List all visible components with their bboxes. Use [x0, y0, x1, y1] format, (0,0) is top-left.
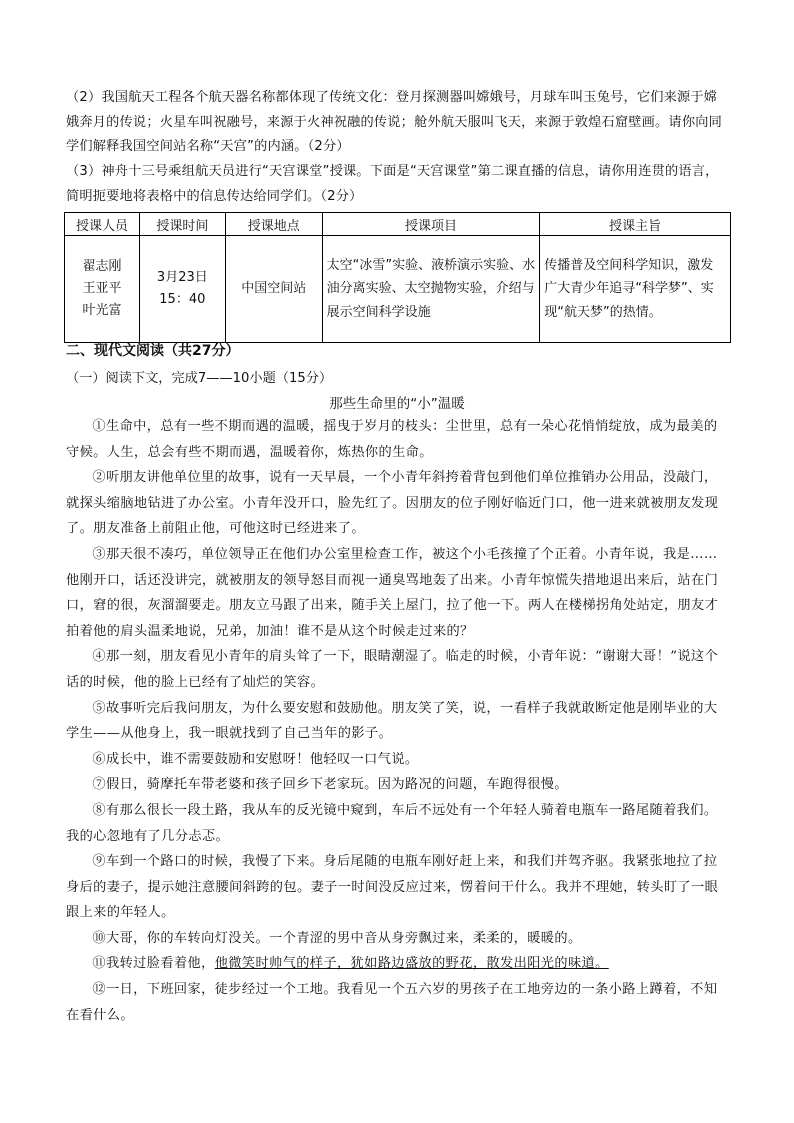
question-2-text: （2）我国航天工程各个航天器名称都体现了传统文化：登月探测器叫嫦娥号，月球车叫玉兔号，它们来源于嫦娥奔月的传说；火星车叫祝融号，来源于火神祝融的传说；舱外航天服叫飞天，来源于敦煌石窟壁画。请你向同学们解释我国空间站名称“天宫”的内涵。（2分） — [66, 90, 722, 154]
paragraph: ⑫一日，下班回家，徒步经过一个工地。我看见一个五六岁的男孩子在工地旁边的一条小路上蹲着，不知在看什么。 — [66, 982, 718, 1023]
article-body — [66, 414, 730, 1028]
header-place: 授课地点 — [225, 213, 322, 236]
header-purpose: 授课主旨 — [540, 213, 731, 236]
header-project: 授课项目 — [322, 213, 540, 236]
cell-teachers — [65, 236, 140, 343]
question-2 — [66, 86, 730, 160]
paragraph: ⑩大哥，你的车转向灯没关。一个青涩的男中音从身旁飘过来，柔柔的，暖暖的。 — [92, 930, 582, 946]
sub-heading: （一）阅读下文，完成7——10小题（15分） — [66, 371, 333, 386]
teacher-name: 叶光富 — [82, 303, 122, 318]
lesson-clock: 15：40 — [159, 292, 206, 307]
paragraph: ④那一刻，朋友看见小青年的肩头耸了一下，眼睛潮湿了。临走的时候，小青年说：“谢谢大哥！”说这个话的时候，他的脸上已经有了灿烂的笑容。 — [66, 649, 719, 690]
article-title: 那些生命里的“小”温暖 — [329, 396, 465, 412]
question-3 — [66, 160, 730, 209]
paragraph: ⑧有那么很长一段土路，我从车的反光镜中窥到，车后不远处有一个年轻人骑着电瓶车一路尾随着我们。我的心忽地有了几分忐忑。 — [66, 802, 718, 844]
paragraph: ①生命中，总有一些不期而遇的温暖，摇曳于岁月的枝头：尘世里，总有一朵心花悄悄绽放，成为最美的守候。人生，总会有些不期而遇，温暖着你，炼热你的生命。 — [66, 419, 718, 460]
header-teachers: 授课人员 — [65, 213, 140, 236]
cell-project: 太空“冰雪”实验、液桥演示实验、水油分离实验、太空抛物实验，介绍与展示空间科学设施 — [322, 236, 540, 343]
lesson-info-table — [64, 212, 731, 343]
section-heading: 二、现代文阅读（共27分） — [66, 343, 240, 359]
header-time: 授课时间 — [139, 213, 225, 236]
paragraph — [66, 951, 730, 977]
paragraph: ⑨车到一个路口的时候，我慢了下来。身后尾随的电瓶车刚好赶上来，和我们并驾齐驱。我紧张地拉了拉身后的妻子，提示她注意腰间斜跨的包。妻子一时间没反应过来，愣着问干什么。我并不理她，转头盯了一眼跟上来的年轻人。 — [66, 854, 719, 921]
teacher-name: 翟志刚 — [82, 259, 122, 274]
paragraph: ⑤故事听完后我问朋友，为什么要安慰和鼓励他。朋友笑了笑，说，一看样子我就敢断定他是刚毕业的大学生——从他身上，我一眼就找到了自己当年的影子。 — [66, 700, 718, 742]
teacher-name: 王亚平 — [82, 281, 122, 296]
table-row — [65, 236, 731, 343]
paragraph-lead: ⑪我转过脸看着他， — [92, 956, 215, 972]
cell-purpose: 传播普及空间科学知识，激发广大青少年追寻“科学梦”、实现“航天梦”的热情。 — [540, 236, 731, 343]
paragraph: ③那天很不凑巧，单位领导正在他们办公室里检查工作，被这个小毛孩撞了个正着。小青年说，我是……他刚开口，话还没讲完，就被朋友的领导怒目而视一通臭骂地轰了出来。小青年惊慌失措地退出来后，站在门口，窘的很，灰溜溜要走。朋友立马跟了出来，随手关上屋门，拉了他一下。两人在楼梯拐角处站定，朋友才拍着他的肩头温柔地说，兄弟，加油！谁不是从这个时候走过来的？ — [66, 546, 719, 639]
paragraph: ⑥成长中，谁不需要鼓励和安慰呀！他轻叹一口气说。 — [92, 751, 419, 767]
lesson-date: 3月23日 — [156, 270, 208, 285]
underlined-sentence: 他微笑时帅气的样子，犹如路边盛放的野花，散发出阳光的味道。 — [214, 956, 609, 972]
cell-place: 中国空间站 — [225, 236, 322, 343]
paragraph: ②听朋友讲他单位里的故事，说有一天早晨，一个小青年斜挎着背包到他们单位推销办公用品，没敲门，就探头缩脑地钻进了办公室。小青年没开口，脸先红了。因朋友的位子刚好临近门口，他一进来就被朋友发现了。朋友准备上前阻止他，可他这时已经进来了。 — [66, 470, 719, 537]
paragraph: ⑦假日，骑摩托车带老婆和孩子回乡下老家玩。因为路况的问题，车跑得很慢。 — [92, 777, 568, 793]
question-3-text: （3）神舟十三号乘组航天员进行“天宫课堂”授课。下面是“天宫课堂”第二课直播的信息，请你用连贯的语言，简明扼要地将表格中的信息传达给同学们。（2分） — [66, 164, 719, 204]
table-header-row — [65, 213, 731, 236]
cell-time — [139, 236, 225, 343]
